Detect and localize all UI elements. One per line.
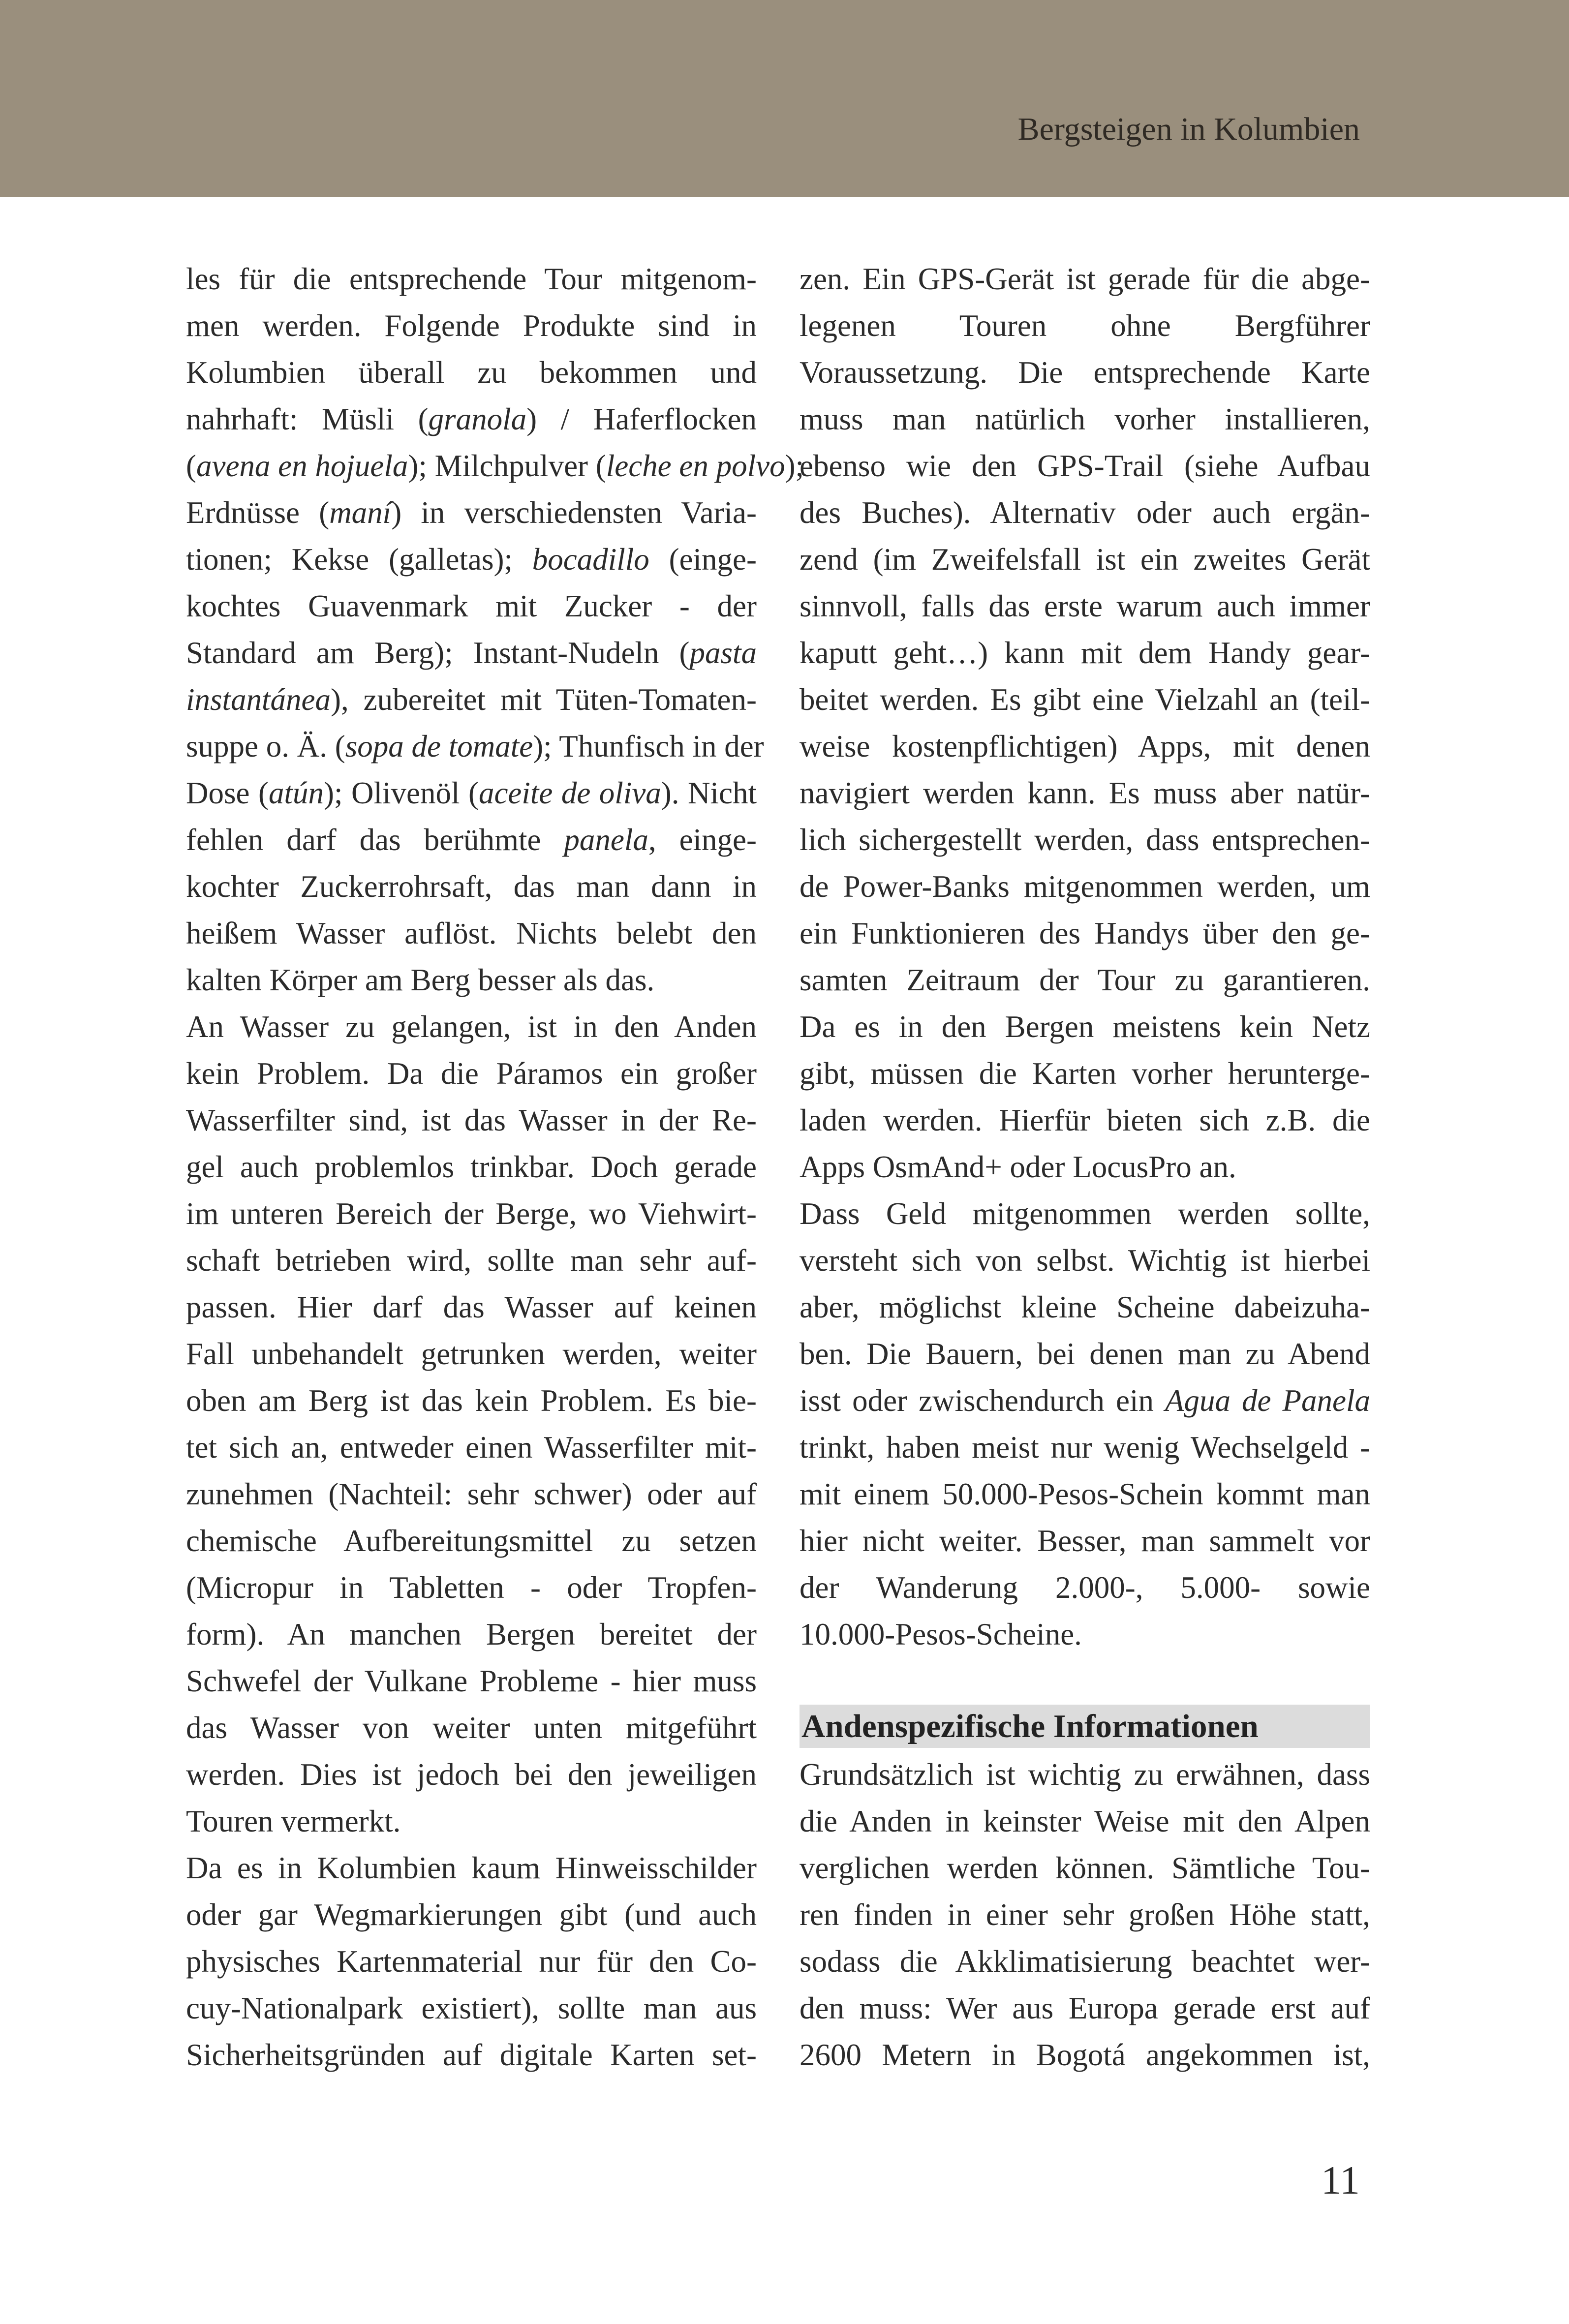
text-line [186,1611,757,1658]
italic-term: instantánea [186,682,331,717]
text-line [186,256,757,303]
text-line [800,770,1370,817]
text-span: laden werden. Hierfür bieten sich z.B. die [800,1103,1370,1137]
text-line [800,817,1370,863]
text-line [186,303,757,349]
text-span: ); Olivenöl ( [323,776,479,810]
text-span: 10.000-Pesos-Scheine. [800,1617,1082,1651]
text-line [186,1284,757,1331]
text-span: der Wanderung 2.000-, 5.000- sowie [800,1570,1370,1605]
text-line [186,1938,757,1985]
text-line [800,1471,1370,1518]
text-line [186,1191,757,1237]
text-span: fehlen darf das berühmte [186,823,564,857]
text-span: 2600 Metern in Bogotá angekommen ist, [800,2038,1370,2072]
text-line [186,1798,757,1845]
text-span: die Anden in keinster Weise mit den Alpen [800,1804,1370,1838]
text-line [800,1845,1370,1892]
text-line [186,1331,757,1377]
text-span: kalten Körper am Berg besser als das. [186,963,655,997]
text-span: heißem Wasser auflöst. Nichts belebt den [186,916,757,950]
text-line [800,1004,1370,1050]
text-span: aber, möglichst kleine Scheine dabeizuha- [800,1290,1370,1324]
italic-term: panela [564,823,648,857]
section-spacer [800,1658,1370,1705]
text-span: Sicherheitsgründen auf digitale Karten set- [186,2038,757,2072]
text-line [800,1097,1370,1144]
text-line [186,1658,757,1705]
italic-term: granola [428,402,527,436]
text-line [800,583,1370,630]
text-span: zend (im Zweifelsfall ist ein zweites Gerät [800,542,1370,577]
text-span: Da es in Kolumbien kaum Hinweisschilder [186,1851,757,1885]
text-line [800,1144,1370,1191]
italic-term: Agua de Panela [1165,1383,1370,1418]
text-line [800,1611,1370,1658]
text-line [186,1985,757,2032]
text-span: schaft betrieben wird, sollte man sehr auf- [186,1243,757,1278]
text-line [800,1191,1370,1237]
text-span: kochter Zuckerrohrsaft, das man dann in [186,869,757,904]
text-span: oder gar Wegmarkierungen gibt (und auch [186,1897,757,1932]
text-line [800,1424,1370,1471]
text-span: Dass Geld mitgenommen werden sollte, [800,1196,1370,1231]
section-heading: Andenspezifische Informationen [800,1705,1370,1748]
italic-term: leche en polvo [606,449,785,483]
right-column [800,256,1370,2079]
text-line [186,1097,757,1144]
text-span: chemische Aufbereitungsmittel zu setzen [186,1524,757,1558]
text-line [800,1564,1370,1611]
text-span: ) / Haferflocken [526,402,757,436]
text-span: kochtes Guavenmark mit Zucker - der [186,589,757,623]
text-span: werden. Dies ist jedoch bei den jeweiligen [186,1757,757,1792]
text-span: sinnvoll, falls das erste warum auch immer [800,589,1370,623]
text-line [800,1050,1370,1097]
text-span: ), zubereitet mit Tüten-Tomaten- [331,682,757,717]
text-line [186,957,757,1004]
text-line [186,910,757,957]
text-span: physisches Kartenmaterial nur für den Co- [186,1944,757,1979]
text-span: des Buches). Alternativ oder auch ergän- [800,495,1370,530]
text-line [800,723,1370,770]
text-line [186,536,757,583]
text-span: passen. Hier darf das Wasser auf keinen [186,1290,757,1324]
text-span: weise kostenpflichtigen) Apps, mit denen [800,729,1370,764]
text-line [186,1751,757,1798]
text-span: ren finden in einer sehr großen Höhe statt, [800,1897,1370,1932]
text-line [800,676,1370,723]
text-line [800,1938,1370,1985]
text-line [186,817,757,863]
text-line [800,303,1370,349]
text-line [800,1377,1370,1424]
text-span: suppe o. Ä. ( [186,729,345,764]
text-line [800,1892,1370,1938]
text-line [186,1892,757,1938]
text-span: versteht sich von selbst. Wichtig ist hierbei [800,1243,1370,1278]
text-span: Fall unbehandelt getrunken werden, weiter [186,1337,757,1371]
right-column-text-top [800,256,1370,1658]
text-line [186,443,804,489]
text-line [800,443,1370,489]
text-line [800,489,1370,536]
text-line [800,1331,1370,1377]
text-line [800,1518,1370,1564]
italic-term: bocadillo [532,542,649,577]
text-span: tet sich an, entweder einen Wasserfilter mit- [186,1430,757,1465]
text-line [800,256,1370,303]
text-line [186,1518,757,1564]
text-span: Kolumbien überall zu bekommen und [186,355,757,390]
text-line [800,957,1370,1004]
header-band [0,0,1569,197]
text-line [186,489,757,536]
text-line [186,1564,757,1611]
text-span: gel auch problemlos trinkbar. Doch gerade [186,1150,757,1184]
text-span: muss man natürlich vorher installieren, [800,402,1370,436]
text-span: (Micropur in Tabletten - oder Tropfen- [186,1570,757,1605]
text-line [186,863,757,910]
left-column [186,256,804,2079]
text-line [800,1751,1370,1798]
text-line [800,396,1370,443]
text-span: lich sichergestellt werden, dass entsprechen- [800,823,1370,857]
text-span: Erdnüsse ( [186,495,330,530]
text-span: mit einem 50.000-Pesos-Schein kommt man [800,1477,1370,1511]
text-line [800,2032,1370,2079]
text-line [800,536,1370,583]
text-span: kaputt geht…) kann mit dem Handy gear- [800,636,1370,670]
italic-term: aceite de oliva [478,776,661,810]
text-span: ). Nicht [661,776,757,810]
text-span: Wasserfilter sind, ist das Wasser in der Re- [186,1103,757,1137]
text-span: ); Thunfisch in der [533,729,764,764]
text-span: form). An manchen Bergen bereitet der [186,1617,757,1651]
text-line [800,349,1370,396]
text-span: nahrhaft: Müsli ( [186,402,429,436]
text-line [186,1377,757,1424]
text-line [186,396,757,443]
text-span: im unteren Bereich der Berge, wo Viehwirt- [186,1196,757,1231]
text-line [186,770,757,817]
text-span: das Wasser von weiter unten mitgeführt [186,1711,757,1745]
text-line [800,910,1370,957]
text-span: Standard am Berg); Instant-Nudeln ( [186,636,690,670]
text-line [186,630,757,676]
italic-term: pasta [689,636,757,670]
text-span: kein Problem. Da die Páramos ein großer [186,1056,757,1091]
text-span: navigiert werden kann. Es muss aber natür- [800,776,1370,810]
running-title: Bergsteigen in Kolumbien [1017,111,1360,147]
text-line [800,630,1370,676]
text-line [186,1050,757,1097]
italic-term: atún [268,776,324,810]
text-span: Schwefel der Vulkane Probleme - hier muss [186,1664,757,1698]
italic-term: maní [329,495,392,530]
text-span: isst oder zwischendurch ein [800,1383,1165,1418]
text-line [186,349,757,396]
text-line [186,1471,757,1518]
text-line [186,1845,757,1892]
text-span: (einge- [649,542,757,577]
text-span: Dose ( [186,776,269,810]
italic-term: avena en hojuela [196,449,408,483]
text-span: ( [186,449,196,483]
text-span: zunehmen (Nachteil: sehr schwer) oder auf [186,1477,757,1511]
text-span: den muss: Wer aus Europa gerade erst auf [800,1991,1370,2025]
text-span: cuy-Nationalpark existiert), sollte man aus [186,1991,757,2025]
text-line [800,1284,1370,1331]
left-column-text [186,256,804,2079]
text-span: gibt, müssen die Karten vorher herunterge- [800,1056,1370,1091]
text-span: Touren vermerkt. [186,1804,401,1838]
text-span: ben. Die Bauern, bei denen man zu Abend [800,1337,1370,1371]
page-number: 11 [1321,2158,1360,2202]
text-span: zen. Ein GPS-Gerät ist gerade für die abge- [800,262,1370,296]
text-span: Grundsätzlich ist wichtig zu erwähnen, dass [800,1757,1370,1792]
text-span: hier nicht weiter. Besser, man sammelt vor [800,1524,1370,1558]
text-span: tionen; Kekse (galletas); [186,542,532,577]
text-span: Apps OsmAnd+ oder LocusPro an. [800,1150,1236,1184]
text-span: verglichen werden können. Sämtliche Tou- [800,1851,1370,1885]
text-line [186,2032,757,2079]
text-span: Da es in den Bergen meistens kein Netz [800,1009,1370,1044]
text-line [186,723,764,770]
text-span: oben am Berg ist das kein Problem. Es bie- [186,1383,757,1418]
text-span: samten Zeitraum der Tour zu garantieren. [800,963,1370,997]
text-line [186,1004,757,1050]
text-line [800,1798,1370,1845]
text-span: An Wasser zu gelangen, ist in den Anden [186,1009,757,1044]
text-line [186,1237,757,1284]
italic-term: sopa de tomate [345,729,533,764]
text-line [186,1424,757,1471]
text-span: les für die entsprechende Tour mitgenom- [186,262,757,296]
text-line [800,1985,1370,2032]
text-span: Voraussetzung. Die entsprechende Karte [800,355,1370,390]
text-span: ein Funktionieren des Handys über den ge- [800,916,1370,950]
right-column-text-bottom [800,1751,1370,2079]
text-line [800,1237,1370,1284]
text-line [186,583,757,630]
text-line [186,1144,757,1191]
text-span: , einge- [648,823,757,857]
text-line [186,1705,757,1751]
text-span: trinkt, haben meist nur wenig Wechselgeld - [800,1430,1370,1465]
text-span: legenen Touren ohne Bergführer [800,308,1370,343]
text-span: ); [785,449,804,483]
text-line [800,863,1370,910]
text-span: ); Milchpulver ( [408,449,606,483]
text-span: men werden. Folgende Produkte sind in [186,308,757,343]
text-span: de Power-Banks mitgenommen werden, um [800,869,1370,904]
text-span: sodass die Akklimatisierung beachtet wer- [800,1944,1370,1979]
text-span: beitet werden. Es gibt eine Vielzahl an (teil- [800,682,1370,717]
text-line [186,676,757,723]
text-span: ) in verschiedensten Varia- [391,495,757,530]
text-span: ebenso wie den GPS-Trail (siehe Aufbau [800,449,1370,483]
